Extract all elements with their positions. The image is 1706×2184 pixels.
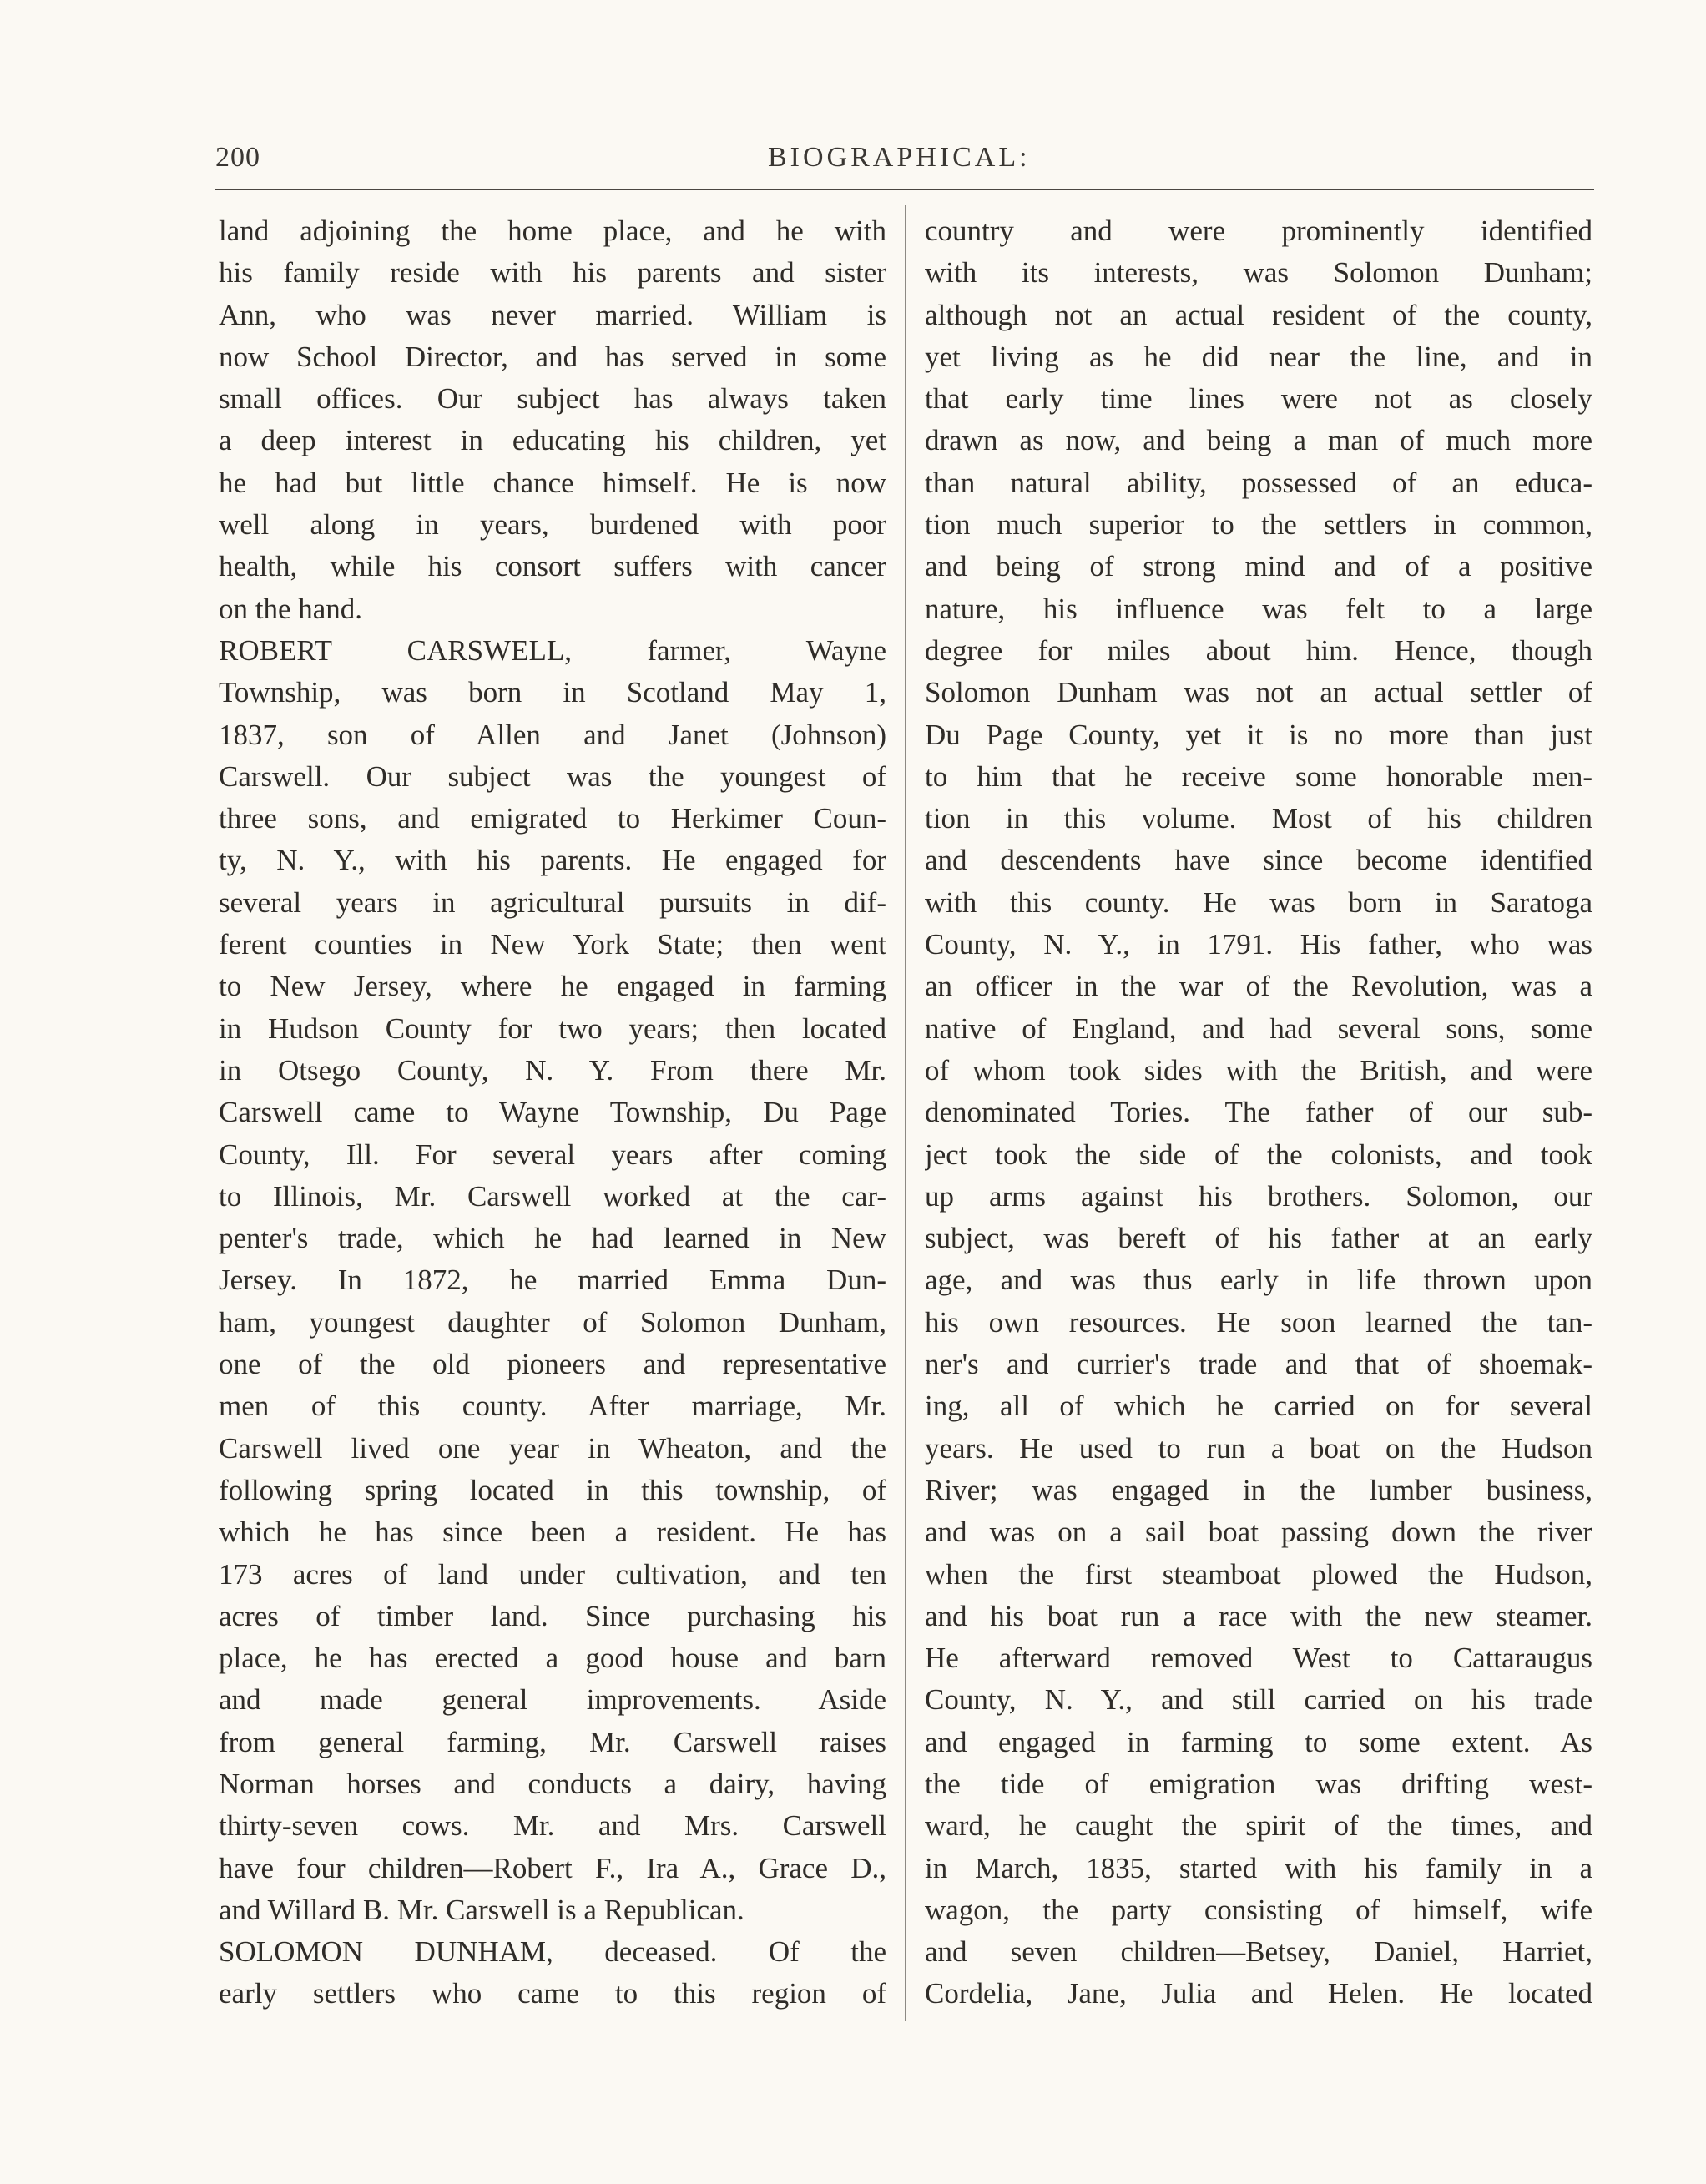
text-line: his family reside with his parents and sister (219, 256, 886, 290)
column-divider (905, 205, 906, 2021)
text-line: several years in agricultural pursuits in dif- (219, 885, 886, 919)
text-line: than natural ability, possessed of an educa- (925, 466, 1592, 499)
text-line: River; was engaged in the lumber business, (925, 1473, 1592, 1506)
text-line: on the hand. (219, 592, 363, 625)
text-line: of whom took sides with the British, and were (925, 1053, 1592, 1087)
left-column (219, 210, 886, 2015)
text-line: ty, N. Y., with his parents. He engaged for (219, 844, 886, 877)
page-number: 200 (215, 142, 260, 173)
text-line: subject, was bereft of his father at an early (925, 1222, 1592, 1255)
text-line: penter's trade, which he had learned in New (219, 1222, 886, 1255)
text-line: which he has since been a resident. He has (219, 1516, 886, 1549)
text-line: County, N. Y., in 1791. His father, who was (925, 928, 1592, 961)
text-line: Jersey. In 1872, he married Emma Dun- (219, 1263, 886, 1297)
text-line: Ann, who was never married. William is (219, 298, 886, 331)
text-line: and engaged in farming to some extent. As (925, 1725, 1592, 1758)
text-line: in March, 1835, started with his family in a (925, 1851, 1592, 1884)
text-line: yet living as he did near the line, and in (925, 340, 1592, 373)
text-line: early settlers who came to this region of (219, 1977, 886, 2010)
text-line: and descendents have since become identified (925, 844, 1592, 877)
text-line: Norman horses and conducts a dairy, having (219, 1767, 886, 1800)
right-column (925, 210, 1592, 2015)
text-line: Solomon Dunham was not an actual settler of (925, 676, 1592, 709)
text-line: following spring located in this township, of (219, 1473, 886, 1506)
text-line: one of the old pioneers and representative (219, 1348, 886, 1381)
text-line: an officer in the war of the Revolution, was a (925, 970, 1592, 1003)
text-line: a deep interest in educating his children, yet (219, 424, 886, 457)
text-line: County, Ill. For several years after coming (219, 1137, 886, 1171)
text-line: County, N. Y., and still carried on his trade (925, 1683, 1592, 1717)
text-line: thirty-seven cows. Mr. and Mrs. Carswell (219, 1809, 886, 1843)
text-line: ferent counties in New York State; then went (219, 928, 886, 961)
text-line: He afterward removed West to Cattaraugus (925, 1642, 1592, 1675)
text-line: Du Page County, yet it is no more than just (925, 718, 1592, 751)
text-line: Carswell came to Wayne Township, Du Page (219, 1096, 886, 1129)
text-line: tion much superior to the settlers in common, (925, 508, 1592, 542)
text-line: country and were prominently identified (925, 214, 1592, 247)
text-line: years. He used to run a boat on the Hudson (925, 1431, 1592, 1465)
text-line: ward, he caught the spirit of the times, and (925, 1809, 1592, 1843)
text-line: Carswell lived one year in Wheaton, and the (219, 1431, 886, 1465)
text-line: he had but little chance himself. He is now (219, 466, 886, 499)
text-line: native of England, and had several sons, some (925, 1011, 1592, 1045)
text-line: in Hudson County for two years; then located (219, 1011, 886, 1045)
text-line: 173 acres of land under cultivation, and ten (219, 1557, 886, 1591)
text-line: his own resources. He soon learned the tan- (925, 1305, 1592, 1339)
text-line: SOLOMON DUNHAM, deceased. Of the (219, 1935, 886, 1969)
text-line: to Illinois, Mr. Carswell worked at the car- (219, 1179, 886, 1213)
text-line: now School Director, and has served in some (219, 340, 886, 373)
text-line: to New Jersey, where he engaged in farming (219, 970, 886, 1003)
text-line: Township, was born in Scotland May 1, (219, 676, 886, 709)
text-line: men of this county. After marriage, Mr. (219, 1390, 886, 1423)
text-line: ner's and currier's trade and that of shoemak- (925, 1348, 1592, 1381)
text-line: and being of strong mind and of a positive (925, 550, 1592, 583)
header-rule (215, 189, 1594, 190)
text-line: ject took the side of the colonists, and took (925, 1137, 1592, 1171)
text-line: place, he has erected a good house and barn (219, 1642, 886, 1675)
text-line: although not an actual resident of the county, (925, 298, 1592, 331)
text-line: ROBERT CARSWELL, farmer, Wayne (219, 633, 886, 667)
text-line: 1837, son of Allen and Janet (Johnson) (219, 718, 886, 751)
text-line: and his boat run a race with the new steamer. (925, 1599, 1592, 1632)
text-line: three sons, and emigrated to Herkimer Coun- (219, 802, 886, 835)
text-line: Carswell. Our subject was the youngest of (219, 759, 886, 793)
text-line: well along in years, burdened with poor (219, 508, 886, 542)
text-line: from general farming, Mr. Carswell raises (219, 1725, 886, 1758)
text-line: tion in this volume. Most of his children (925, 802, 1592, 835)
text-line: that early time lines were not as closely (925, 382, 1592, 416)
text-line: nature, his influence was felt to a large (925, 592, 1592, 625)
text-line: have four children—Robert F., Ira A., Grace D., (219, 1851, 886, 1884)
running-head: BIOGRAPHICAL: (768, 142, 1031, 173)
text-line: the tide of emigration was drifting west- (925, 1767, 1592, 1800)
text-line: age, and was thus early in life thrown upon (925, 1263, 1592, 1297)
text-line: small offices. Our subject has always taken (219, 382, 886, 416)
text-line: land adjoining the home place, and he with (219, 214, 886, 247)
text-line: with this county. He was born in Saratoga (925, 885, 1592, 919)
text-line: acres of timber land. Since purchasing his (219, 1599, 886, 1632)
text-line: and seven children—Betsey, Daniel, Harriet, (925, 1935, 1592, 1969)
text-line: Cordelia, Jane, Julia and Helen. He located (925, 1977, 1592, 2010)
text-line: and made general improvements. Aside (219, 1683, 886, 1717)
text-line: degree for miles about him. Hence, though (925, 633, 1592, 667)
text-line: with its interests, was Solomon Dunham; (925, 256, 1592, 290)
text-line: and was on a sail boat passing down the river (925, 1516, 1592, 1549)
text-line: ham, youngest daughter of Solomon Dunham, (219, 1305, 886, 1339)
text-line: health, while his consort suffers with cancer (219, 550, 886, 583)
text-line: ing, all of which he carried on for several (925, 1390, 1592, 1423)
text-line: up arms against his brothers. Solomon, our (925, 1179, 1592, 1213)
text-line: when the first steamboat plowed the Hudson, (925, 1557, 1592, 1591)
text-line: and Willard B. Mr. Carswell is a Republican. (219, 1893, 744, 1926)
text-line: denominated Tories. The father of our sub- (925, 1096, 1592, 1129)
text-line: in Otsego County, N. Y. From there Mr. (219, 1053, 886, 1087)
text-line: wagon, the party consisting of himself, wife (925, 1893, 1592, 1926)
text-line: to him that he receive some honorable men- (925, 759, 1592, 793)
text-line: drawn as now, and being a man of much more (925, 424, 1592, 457)
